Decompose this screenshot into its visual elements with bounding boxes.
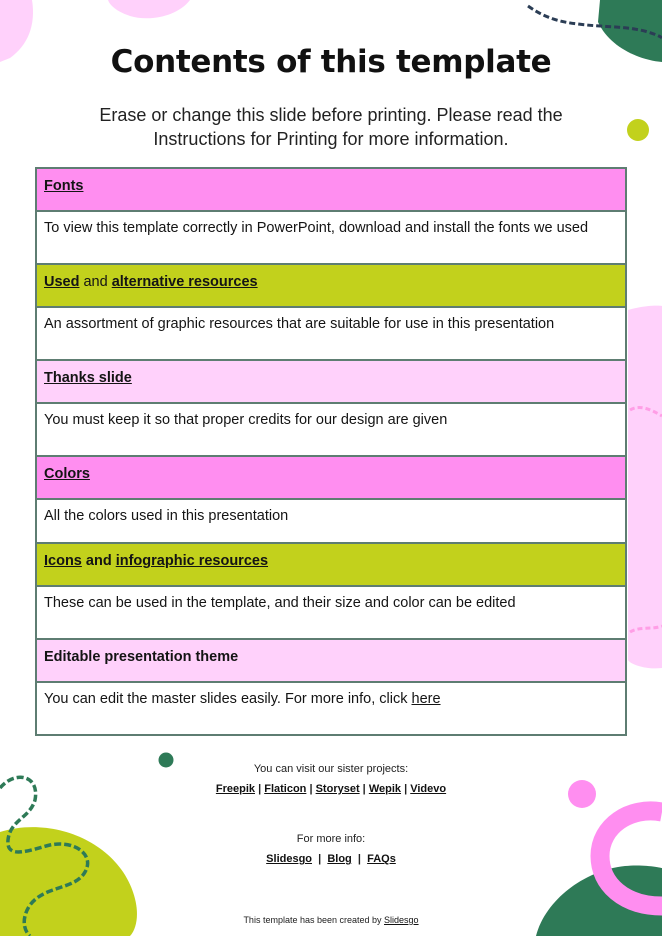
- row-theme-desc: [36, 682, 626, 735]
- credit-text: This template has been created by: [243, 915, 385, 925]
- wepik-link[interactable]: Wepik: [368, 783, 402, 795]
- row-resources-desc: [36, 307, 626, 360]
- cell-icons-desc: These can be used in the template, and their size and color can be edited: [36, 586, 626, 639]
- blog-link[interactable]: Blog: [327, 853, 352, 865]
- scribble-top-right: [528, 6, 662, 38]
- sister-projects-links: Freepik | Flaticon | Storyset | Wepik | Videvo: [215, 783, 447, 795]
- colors-link[interactable]: Colors: [44, 466, 90, 482]
- row-thanks-desc: [36, 403, 626, 456]
- thanks-slide-link[interactable]: Thanks slide: [44, 370, 132, 386]
- row-icons-header: [36, 543, 626, 586]
- pink-squiggle-right: [630, 408, 662, 416]
- row-colors-desc: [36, 499, 626, 543]
- pink-blob-right: [628, 306, 662, 669]
- slidesgo-link[interactable]: Slidesgo: [266, 853, 313, 865]
- cell-theme-desc: [36, 682, 626, 735]
- row-resources-header: [36, 264, 626, 307]
- cell-resources-title: [36, 264, 626, 307]
- theme-desc-text: You can edit the master slides easily. For more info, click: [44, 691, 412, 707]
- resources-and-text: and: [79, 274, 112, 290]
- row-fonts-desc: [36, 211, 626, 264]
- cell-thanks-title: [36, 360, 626, 403]
- cell-colors-desc: All the colors used in this presentation: [36, 499, 626, 543]
- cell-fonts-title: [36, 168, 626, 211]
- here-link[interactable]: here: [411, 691, 441, 707]
- row-icons-desc: [36, 586, 626, 639]
- used-resources-link[interactable]: Used: [44, 274, 80, 290]
- row-colors-header: [36, 456, 626, 499]
- green-blob-bottom-right: [536, 865, 662, 936]
- cell-colors-title: [36, 456, 626, 499]
- row-fonts-header: [36, 168, 626, 211]
- flaticon-link[interactable]: Flaticon: [264, 783, 307, 795]
- page-subtitle: Erase or change this slide before printing. Please read the Instructions for Printing for more information.: [99, 105, 563, 149]
- contents-table: [35, 167, 627, 736]
- cell-theme-title: Editable presentation theme: [36, 639, 626, 682]
- credit-slidesgo-link[interactable]: Slidesgo: [384, 915, 419, 925]
- cell-resources-desc: An assortment of graphic resources that are suitable for use in this presentation: [36, 307, 626, 360]
- row-theme-header: [36, 639, 626, 682]
- cell-thanks-desc: You must keep it so that proper credits for our design are given: [36, 403, 626, 456]
- lime-dot-right: [627, 119, 649, 141]
- row-thanks-header: [36, 360, 626, 403]
- page-title: Contents of this template: [110, 44, 552, 80]
- freepik-link[interactable]: Freepik: [215, 783, 256, 795]
- more-info-label: For more info:: [296, 833, 366, 845]
- fonts-link[interactable]: Fonts: [44, 178, 84, 194]
- cell-fonts-desc: To view this template correctly in PowerPoint, download and install the fonts we used: [36, 211, 626, 264]
- storyset-link[interactable]: Storyset: [315, 783, 360, 795]
- icons-and-text: and: [81, 553, 116, 569]
- faqs-link[interactable]: FAQs: [367, 853, 396, 865]
- icons-link[interactable]: Icons: [44, 553, 82, 569]
- infographic-resources-link[interactable]: infographic resources: [115, 553, 269, 569]
- pink-squiggle-right-2: [630, 626, 662, 632]
- cell-icons-title: [36, 543, 626, 586]
- videvo-link[interactable]: Videvo: [410, 783, 447, 795]
- alternative-resources-link[interactable]: alternative resources: [111, 274, 258, 290]
- credit-line: [0, 915, 662, 925]
- pink-blob-top-center: [108, 0, 190, 18]
- sister-projects-label: You can visit our sister projects:: [253, 763, 409, 775]
- more-info-links: Slidesgo | Blog | FAQs: [266, 853, 396, 865]
